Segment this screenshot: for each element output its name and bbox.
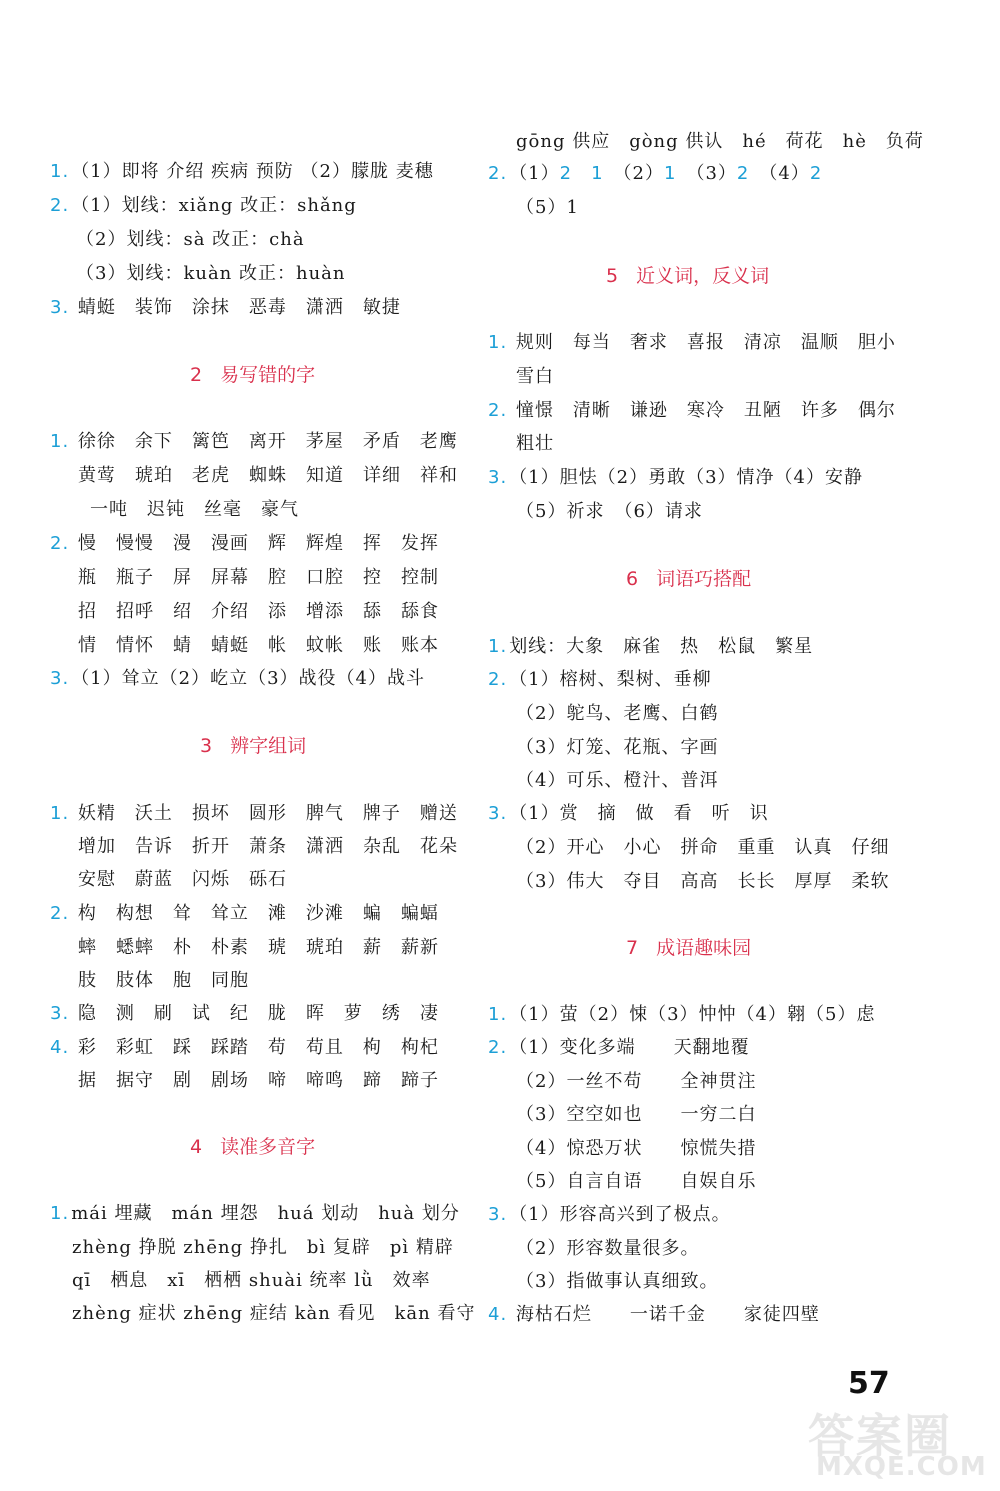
answer-text: （1）赏 摘 做 看 听 识 <box>509 803 769 824</box>
answer-line <box>488 802 769 826</box>
answer-text: 海枯石烂 一诺千金 家徒四壁 <box>515 1304 820 1325</box>
answer-text: （1）划线：xiǎng 改正：shǎng <box>71 195 357 216</box>
answer-line: 雪白 <box>516 366 554 387</box>
watermark-url: MXQE.COM <box>816 1452 987 1482</box>
answer-line <box>488 635 813 659</box>
item-number: 2. <box>50 195 70 216</box>
answer-line: （2）一丝不苟 全神贯注 <box>516 1071 757 1092</box>
answer-line <box>488 1003 875 1027</box>
answer-line: （2）划线：sà 改正：chà <box>76 229 305 250</box>
item-number: 4. <box>50 1037 70 1058</box>
answer-line: （2）开心 小心 拼命 重重 认真 仔细 <box>516 837 890 858</box>
answer-line <box>50 902 439 926</box>
answer-text: （1）即将 介绍 疾病 预防 （2）朦胧 麦穗 <box>71 161 434 182</box>
answer-line <box>50 296 401 320</box>
answer-text: 规则 每当 奢求 喜报 清凉 温顺 胆小 <box>515 332 896 353</box>
answer-line: 瓶 瓶子 屏 屏幕 腔 口腔 控 控制 <box>78 567 439 588</box>
answer-line: zhèng 症状 zhēng 症结 kàn 看见 kān 看守 <box>72 1303 476 1324</box>
answer-line: （4）可乐、橙汁、普洱 <box>516 770 719 791</box>
answer-text: 妖精 沃土 损坏 圆形 脾气 牌子 赠送 <box>77 803 458 824</box>
answer-line: 情 情怀 蜻 蜻蜓 帐 蚊帐 账 账本 <box>78 635 439 656</box>
answer-line <box>50 802 458 826</box>
answer-text: 划线：大象 麻雀 热 松鼠 繁星 <box>509 636 814 657</box>
answer-line: （5）祈求 （6）请求 <box>516 501 703 522</box>
watermark-logo <box>808 1400 998 1490</box>
answer-line: 安慰 蔚蓝 闪烁 砾石 <box>78 869 287 890</box>
answer-text: 隐 测 刷 试 纪 胧 晖 萝 绣 凄 <box>77 1003 439 1024</box>
item-number: 1. <box>488 636 508 657</box>
answer-line <box>50 1202 460 1226</box>
section-title: 4 读准多音字 <box>190 1136 316 1158</box>
answer-text: 构 构想 耸 耸立 滩 沙滩 蝙 蝙蝠 <box>77 903 439 924</box>
item-number: 2. <box>488 669 508 690</box>
answer-line <box>50 194 357 218</box>
answer-line: 黄莺 琥珀 老虎 蜘蛛 知道 详细 祥和 <box>78 465 458 486</box>
answer-text: （1）形容高兴到了极点。 <box>509 1204 731 1225</box>
answer-text: mái 埋藏 mán 埋怨 huá 划动 huà 划分 <box>71 1203 460 1224</box>
answer-line: （5）自言自语 自娱自乐 <box>516 1171 757 1192</box>
answer-line <box>50 160 434 184</box>
answer-line: 粗壮 <box>516 433 554 454</box>
answer-line <box>488 1303 820 1327</box>
answer-text: （1）萤（2）悚（3）忡忡（4）翱（5）虑 <box>509 1004 876 1025</box>
answer-line: 增加 告诉 折开 萧条 潇洒 杂乱 花朵 <box>78 836 458 857</box>
answer-line: （3）指做事认真细致。 <box>516 1271 719 1292</box>
answer-line <box>488 466 863 490</box>
watermark-logo-text: 答案圈 <box>808 1409 952 1463</box>
item-number: 2. <box>488 163 508 184</box>
answer-line <box>488 162 822 186</box>
section-title: 5 近义词，反义词 <box>606 265 770 287</box>
answer-line: 据 据守 剧 剧场 啼 啼鸣 蹄 蹄子 <box>78 1070 439 1091</box>
item-number: 3. <box>50 668 70 689</box>
item-number: 1. <box>50 161 70 182</box>
item-number: 2. <box>488 400 508 421</box>
answer-line <box>50 1036 439 1060</box>
item-number: 2. <box>50 533 70 554</box>
answer-line: 招 招呼 绍 介绍 添 增添 舔 舔食 <box>78 601 439 622</box>
answer-text: 慢 慢慢 漫 漫画 辉 辉煌 挥 发挥 <box>77 533 439 554</box>
answer-line: （3）划线：kuàn 改正：huàn <box>76 263 346 284</box>
answer-text: 徐徐 余下 篱笆 离开 茅屋 矛盾 老鹰 <box>77 431 458 452</box>
answer-line: qī 栖息 xī 栖栖 shuài 统率 lǜ 效率 <box>72 1270 431 1291</box>
answer-text: （1）变化多端 天翻地覆 <box>509 1037 750 1058</box>
answer-line <box>50 667 425 691</box>
answer-line: 一吨 迟钝 丝毫 豪气 <box>90 499 299 520</box>
item-number: 1. <box>50 1203 70 1224</box>
answer-text: （1）2 1 （2）1 （3）2 （4）2 <box>509 163 823 184</box>
answer-text: 彩 彩虹 踩 踩踏 苟 苟且 枸 枸杞 <box>77 1037 439 1058</box>
answer-line: zhèng 挣脱 zhēng 挣扎 bì 复辟 pì 精辟 <box>72 1237 454 1258</box>
item-number: 4. <box>488 1304 508 1325</box>
answer-line <box>50 532 439 556</box>
answer-line <box>488 331 896 355</box>
answer-text: 憧憬 清晰 谦逊 寒冷 丑陋 许多 偶尔 <box>515 400 896 421</box>
answer-line <box>488 668 712 692</box>
answer-line <box>50 1002 439 1026</box>
answer-line <box>488 1036 750 1060</box>
item-number: 3. <box>50 1003 70 1024</box>
answer-line: 肢 肢体 胞 同胞 <box>78 970 249 991</box>
section-title: 2 易写错的字 <box>190 364 316 386</box>
answer-text: （1）胆怯（2）勇敢（3）情净（4）安静 <box>509 467 863 488</box>
item-number: 2. <box>488 1037 508 1058</box>
page-number: 57 <box>848 1366 890 1401</box>
item-number: 2. <box>50 903 70 924</box>
item-number: 3. <box>488 467 508 488</box>
item-number: 3. <box>488 803 508 824</box>
answer-line: （3）伟大 夺目 高高 长长 厚厚 柔软 <box>516 871 890 892</box>
answer-line: （5）1 <box>516 197 579 218</box>
answer-line: （2）鸵鸟、老鹰、白鹤 <box>516 703 719 724</box>
item-number: 3. <box>50 297 70 318</box>
answer-line: （4）惊恐万状 惊慌失措 <box>516 1138 757 1159</box>
answer-line <box>488 399 896 423</box>
item-number: 1. <box>50 803 70 824</box>
answer-text: （1）榕树、梨树、垂柳 <box>509 669 712 690</box>
answer-line: gōng 供应 gòng 供认 hé 荷花 hè 负荷 <box>516 131 924 152</box>
item-number: 1. <box>50 431 70 452</box>
section-title: 7 成语趣味园 <box>626 937 752 959</box>
answer-line <box>50 430 458 454</box>
item-number: 3. <box>488 1204 508 1225</box>
answer-line: （2）形容数量很多。 <box>516 1238 700 1259</box>
answer-line: （3）灯笼、花瓶、字画 <box>516 737 719 758</box>
answer-text: （1）耸立（2）屹立（3）战役（4）战斗 <box>71 668 425 689</box>
answer-line <box>488 1203 731 1227</box>
item-number: 1. <box>488 332 508 353</box>
answer-line: 蟀 蟋蟀 朴 朴素 琥 琥珀 薪 薪新 <box>78 937 439 958</box>
section-title: 3 辨字组词 <box>200 735 307 757</box>
answer-text: 蜻蜓 装饰 涂抹 恶毒 潇洒 敏捷 <box>77 297 401 318</box>
answer-line: （3）空空如也 一穷二白 <box>516 1104 757 1125</box>
section-title: 6 词语巧搭配 <box>626 568 752 590</box>
item-number: 1. <box>488 1004 508 1025</box>
